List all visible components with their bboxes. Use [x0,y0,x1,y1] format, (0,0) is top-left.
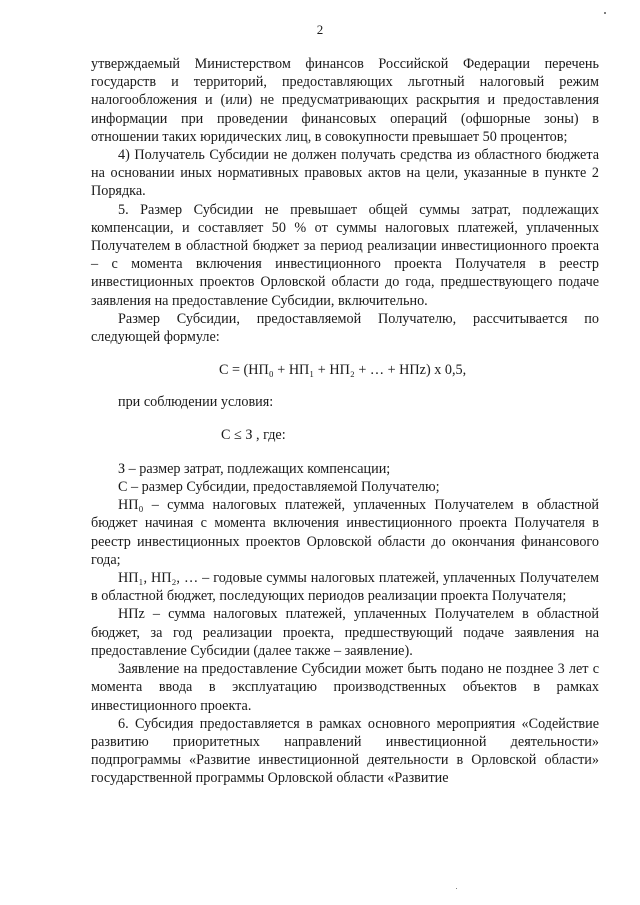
scan-speck [604,12,606,14]
condition-label: при соблюдении условия: [118,394,274,411]
scan-speck [456,888,457,889]
paragraph-item-5: 5. Размер Субсидии не превышает общей суммы затрат, подлежащих компенсации, и составляет 50 % от суммы налоговых платежей, уплаченных Получателем в областной бюджет за период реализации инвестиционного проекта – с момента включения инвестиционного проекта Получателя в реестр инвестиционных проектов Орловской области до года, предшествующего подаче заявления на предоставление Субсидии, включительно. [91,201,599,309]
paragraph-item-4: 4) Получатель Субсидии не должен получать средства из областного бюджета на основании иных нормативных правовых актов на цели, указанные в пункте 2 Порядка. [91,147,599,200]
definition-np1-np2: НП₁, НП₂, … – годовые суммы налоговых платежей, уплаченных Получателем в областной бюджет, последующих периодов реализации проекта Получателя; [91,570,599,605]
paragraph-offshore: утверждаемый Министерством финансов Российской Федерации перечень государств и территорий, предоставляющих льготный налоговый режим налогообложения и (или) не предусматривающих раскрытия и предоставления информации при проведении финансовых операций (офшорные зоны) в отношении таких юридических лиц, в совокупности превышает 50 процентов; [91,56,599,145]
document-body [91,55,599,788]
definition-np0: НП₀ – сумма налоговых платежей, уплаченных Получателем в областной бюджет начиная с момента включения инвестиционного проекта Получателя в реестр инвестиционных проектов Орловской области до окончания финансового года; [91,497,599,568]
page-number: 2 [316,22,324,37]
definition-npz: НПz – сумма налоговых платежей, уплаченных Получателем в областной бюджет, за год реализации проекта, предшествующий подаче заявления на предоставление Субсидии (далее также – заявление). [91,606,599,659]
condition-expression: С ≤ З , где: [221,426,286,443]
paragraph-item-6: 6. Субсидия предоставляется в рамках основного мероприятия «Содействие развитию приоритетных направлений инвестиционной деятельности» подпрограммы «Развитие инвестиционной деятельности в Орловской области» государственной программы Орловской области «Развитие [91,715,599,787]
definition-costs: З – размер затрат, подлежащих компенсации; [118,460,391,477]
definition-subsidy: С – размер Субсидии, предоставляемой Получателю; [118,479,440,496]
paragraph-application-deadline: Заявление на предоставление Субсидии может быть подано не позднее 3 лет с момента ввода в эксплуатацию производственных объектов в рамках инвестиционного проекта. [91,661,599,714]
subsidy-formula: С = (НП₀ + НП₁ + НП₂ + … + НПz) х 0,5, [219,362,467,379]
paragraph-formula-intro: Размер Субсидии, предоставляемой Получателю, рассчитывается по следующей формуле: [91,310,599,346]
